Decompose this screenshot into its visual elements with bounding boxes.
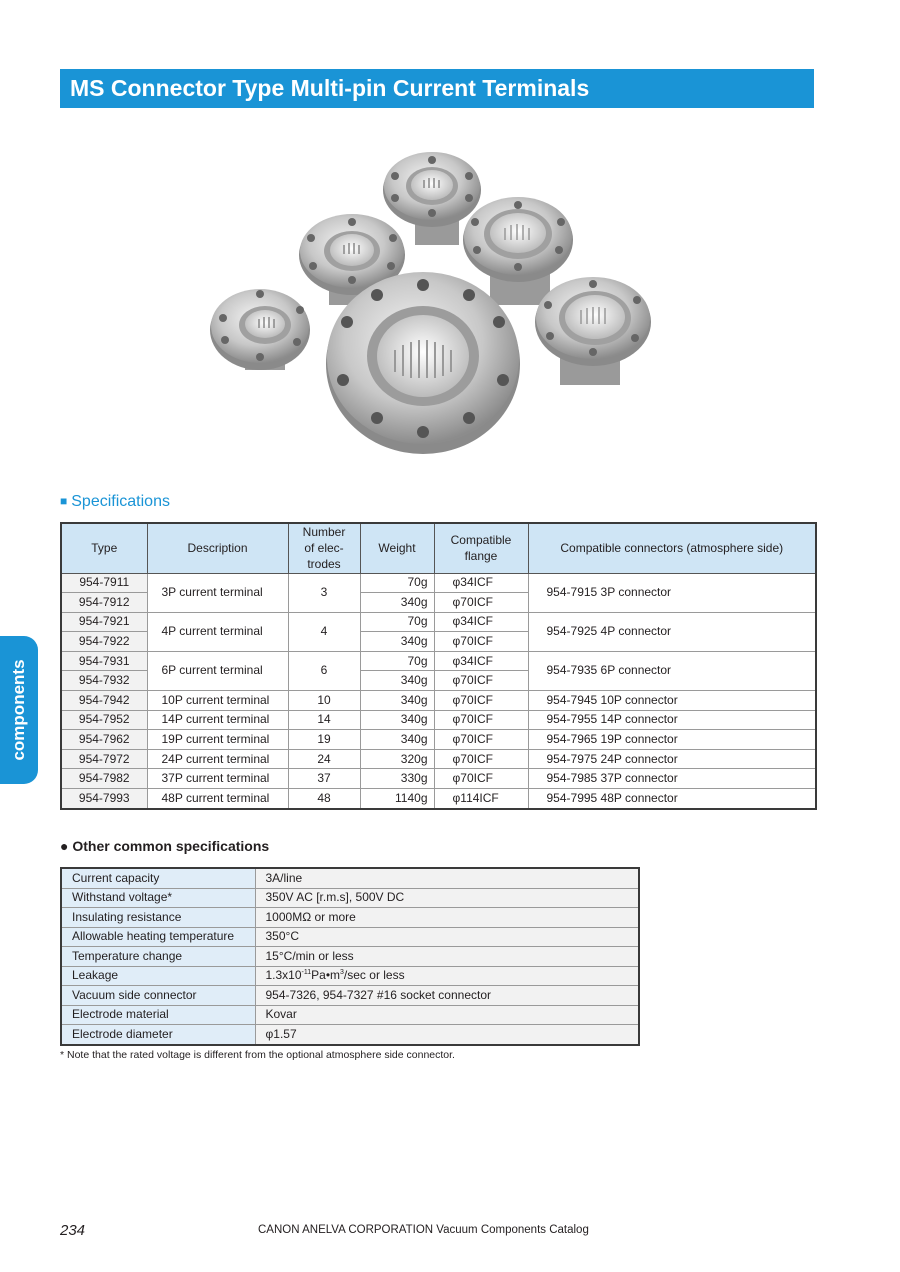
cell-electrodes: 14 <box>288 710 360 730</box>
cell-electrodes: 4 <box>288 612 360 651</box>
table-row <box>61 691 816 711</box>
cell-connector: 954-7965 19P connector <box>528 730 816 750</box>
cell-electrodes: 6 <box>288 651 360 690</box>
cell-description: 37P current terminal <box>147 769 288 789</box>
cell-type: 954-7972 <box>61 749 147 769</box>
cell-flange: φ70ICF <box>434 769 528 789</box>
page-title: MS Connector Type Multi-pin Current Terminals <box>70 75 590 101</box>
cell-connector: 954-7995 48P connector <box>528 789 816 809</box>
specifications-heading-text: Specifications <box>71 493 170 510</box>
cell-description: 24P current terminal <box>147 749 288 769</box>
header-compatible-flange: Compatible flange <box>434 523 528 573</box>
cell-connector: 954-7975 24P connector <box>528 749 816 769</box>
spec-label: Vacuum side connector <box>61 986 255 1006</box>
cell-connector: 954-7935 6P connector <box>528 651 816 690</box>
cell-weight: 1140g <box>360 789 434 809</box>
cell-weight: 340g <box>360 671 434 691</box>
cell-flange: φ70ICF <box>434 749 528 769</box>
spec-label: Withstand voltage* <box>61 888 255 908</box>
cell-description: 14P current terminal <box>147 710 288 730</box>
cell-weight: 330g <box>360 769 434 789</box>
cell-electrodes: 3 <box>288 573 360 612</box>
cell-type: 954-7912 <box>61 593 147 613</box>
table-row <box>61 749 816 769</box>
cell-description: 48P current terminal <box>147 789 288 809</box>
cell-flange: φ70ICF <box>434 593 528 613</box>
cell-description: 4P current terminal <box>147 612 288 651</box>
spec-row <box>61 1025 639 1045</box>
cell-flange: φ70ICF <box>434 691 528 711</box>
table-row <box>61 612 816 632</box>
cell-description: 6P current terminal <box>147 651 288 690</box>
cell-weight: 340g <box>360 593 434 613</box>
table-row <box>61 789 816 809</box>
cell-type: 954-7993 <box>61 789 147 809</box>
cell-flange: φ34ICF <box>434 573 528 593</box>
cell-electrodes: 19 <box>288 730 360 750</box>
cell-type: 954-7932 <box>61 671 147 691</box>
flange-large-center <box>326 272 520 454</box>
cell-flange: φ70ICF <box>434 710 528 730</box>
table-row <box>61 573 816 593</box>
side-tab[interactable] <box>0 636 38 784</box>
spec-row <box>61 947 639 967</box>
other-specs-heading-text: Other common specifications <box>72 838 270 854</box>
spec-value: 954-7326, 954-7327 #16 socket connector <box>255 986 639 1006</box>
cell-type: 954-7911 <box>61 573 147 593</box>
cell-weight: 340g <box>360 710 434 730</box>
spec-row <box>61 888 639 908</box>
cell-connector: 954-7945 10P connector <box>528 691 816 711</box>
cell-connector: 954-7915 3P connector <box>528 573 816 612</box>
spec-value: 15°C/min or less <box>255 947 639 967</box>
spec-label: Allowable heating temperature <box>61 927 255 947</box>
flange-right <box>535 277 651 385</box>
footer-text: CANON ANELVA CORPORATION Vacuum Components Catalog <box>258 1224 589 1236</box>
cell-flange: φ34ICF <box>434 651 528 671</box>
spec-row <box>61 986 639 1006</box>
title-bar <box>60 69 814 108</box>
spec-row <box>61 966 639 986</box>
cell-weight: 340g <box>360 691 434 711</box>
cell-description: 3P current terminal <box>147 573 288 612</box>
side-tab-label: components <box>9 659 28 761</box>
header-number-electrodes: Number of elec- trodes <box>288 523 360 573</box>
spec-label: Leakage <box>61 966 255 986</box>
cell-description: 10P current terminal <box>147 691 288 711</box>
cell-weight: 70g <box>360 573 434 593</box>
footnote: * Note that the rated voltage is different from the optional atmosphere side connector. <box>60 1049 455 1061</box>
cell-flange: φ34ICF <box>434 612 528 632</box>
table-row <box>61 710 816 730</box>
spec-value: Kovar <box>255 1005 639 1025</box>
cell-weight: 320g <box>360 749 434 769</box>
cell-connector: 954-7925 4P connector <box>528 612 816 651</box>
cell-electrodes: 48 <box>288 789 360 809</box>
header-type: Type <box>61 523 147 573</box>
cell-weight: 70g <box>360 651 434 671</box>
cell-flange: φ70ICF <box>434 632 528 652</box>
table-header-row <box>61 523 816 573</box>
cell-flange: φ70ICF <box>434 671 528 691</box>
spec-label: Temperature change <box>61 947 255 967</box>
flange-left <box>210 289 310 370</box>
spec-label: Current capacity <box>61 868 255 888</box>
cell-type: 954-7962 <box>61 730 147 750</box>
cell-type: 954-7982 <box>61 769 147 789</box>
header-compatible-connectors: Compatible connectors (atmosphere side) <box>528 523 816 573</box>
cell-weight: 70g <box>360 612 434 632</box>
spec-value: φ1.57 <box>255 1025 639 1045</box>
header-description: Description <box>147 523 288 573</box>
cell-type: 954-7921 <box>61 612 147 632</box>
cell-type: 954-7952 <box>61 710 147 730</box>
spec-value: 1000MΩ or more <box>255 908 639 928</box>
spec-row <box>61 927 639 947</box>
table-row <box>61 730 816 750</box>
spec-label: Electrode material <box>61 1005 255 1025</box>
spec-row <box>61 868 639 888</box>
product-photo <box>205 150 660 455</box>
cell-description: 19P current terminal <box>147 730 288 750</box>
specifications-table <box>60 522 817 810</box>
square-bullet-icon: ■ <box>60 494 68 508</box>
spec-label: Insulating resistance <box>61 908 255 928</box>
cell-flange: φ114ICF <box>434 789 528 809</box>
cell-weight: 340g <box>360 730 434 750</box>
cell-connector: 954-7955 14P connector <box>528 710 816 730</box>
cell-connector: 954-7985 37P connector <box>528 769 816 789</box>
cell-electrodes: 37 <box>288 769 360 789</box>
other-specs-table <box>60 867 640 1046</box>
cell-weight: 340g <box>360 632 434 652</box>
table-row <box>61 651 816 671</box>
spec-value: $1.3x10^{-11}Pa•m^3/\sec$ or less <box>255 966 639 986</box>
bullet-icon: ● <box>60 838 73 854</box>
page-number: 234 <box>60 1222 86 1239</box>
cell-type: 954-7942 <box>61 691 147 711</box>
header-weight: Weight <box>360 523 434 573</box>
cell-flange: φ70ICF <box>434 730 528 750</box>
other-specs-heading <box>60 838 269 854</box>
spec-value: 3A/line <box>255 868 639 888</box>
cell-electrodes: 10 <box>288 691 360 711</box>
specifications-heading <box>60 493 170 511</box>
cell-type: 954-7931 <box>61 651 147 671</box>
cell-type: 954-7922 <box>61 632 147 652</box>
table-row <box>61 769 816 789</box>
spec-value: 350°C <box>255 927 639 947</box>
spec-value: 350V AC [r.m.s], 500V DC <box>255 888 639 908</box>
spec-row <box>61 1005 639 1025</box>
cell-electrodes: 24 <box>288 749 360 769</box>
spec-row <box>61 908 639 928</box>
spec-label: Electrode diameter <box>61 1025 255 1045</box>
